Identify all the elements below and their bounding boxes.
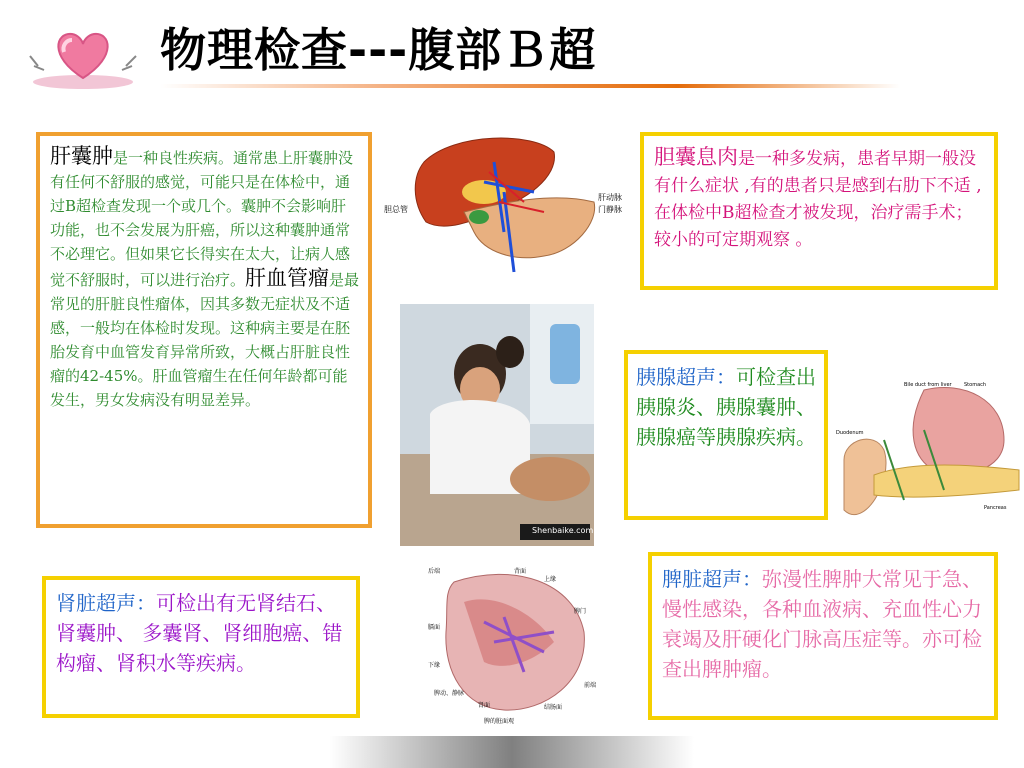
stomach-label-duodenum: Duodenum bbox=[836, 430, 864, 436]
pancreas-term: 胰腺超声： bbox=[636, 365, 736, 389]
gallbladder-term: 胆囊息肉 bbox=[654, 145, 738, 169]
spleen-label-6: 前端 bbox=[584, 682, 597, 689]
title-underline bbox=[160, 84, 900, 88]
liver-label-artery: 肝动脉 bbox=[598, 193, 622, 202]
spleen-label-7: 脾动、静脉 bbox=[434, 690, 465, 697]
pancreas-desc: 可检查出胰腺炎、胰腺囊肿、胰腺癌等胰腺疾病。 bbox=[636, 365, 816, 449]
footer-gradient-bar bbox=[330, 736, 694, 768]
liver-cyst-box bbox=[36, 132, 372, 528]
gallbladder-text bbox=[654, 144, 984, 254]
stomach-label-bile: Bile duct from liver bbox=[904, 382, 952, 388]
stomach-label-pancreas: Pancreas bbox=[984, 505, 1007, 511]
spleen-label-1: 背面 bbox=[514, 568, 527, 575]
spleen-label-8: 肾面 bbox=[478, 702, 491, 709]
spleen-anatomy-image bbox=[424, 562, 606, 728]
hemangioma-term: 肝血管瘤 bbox=[245, 266, 330, 290]
liver-label-bile-duct: 胆总管 bbox=[384, 205, 408, 214]
spleen-label-2: 上缘 bbox=[544, 576, 557, 583]
spleen-text bbox=[662, 564, 984, 684]
spleen-term: 脾脏超声： bbox=[662, 567, 762, 591]
gallbladder-polyp-box bbox=[640, 132, 998, 290]
kidney-desc: 可检出有无肾结石、肾囊肿、 多囊肾、肾细胞癌、错构瘤、肾积水等疾病。 bbox=[56, 591, 343, 675]
spleen-label-9: 结肠面 bbox=[544, 704, 563, 711]
spleen-label-4: 膈面 bbox=[428, 624, 441, 631]
stomach-pancreas-image bbox=[834, 380, 1024, 536]
stomach-label-stomach: Stomach bbox=[964, 382, 987, 388]
pancreas-text bbox=[636, 362, 816, 452]
pancreas-box bbox=[624, 350, 828, 520]
kidney-term: 肾脏超声： bbox=[56, 591, 156, 615]
liver-cyst-term: 肝囊肿 bbox=[50, 144, 113, 168]
spleen-label-5: 下缘 bbox=[428, 662, 441, 669]
liver-text bbox=[50, 144, 360, 412]
gallbladder-desc: 是一种多发病，患者早期一般没有什么症状 ,有的患者只是感到右肋下不适 ,在体检中B超检查才被发现，治疗需手术；较小的可定期观察 。 bbox=[654, 149, 982, 250]
spleen-caption: 脾的脏面观 bbox=[484, 718, 515, 725]
spleen-label-0: 后端 bbox=[428, 568, 441, 575]
spleen-desc: 弥漫性脾肿大常见于急、慢性感染，各种血液病、充血性心力衰竭及肝硬化门脉高压症等。亦可检查出脾肿瘤。 bbox=[662, 567, 982, 681]
kidney-text bbox=[56, 588, 346, 678]
liver-anatomy-image bbox=[384, 132, 628, 288]
heart-logo-icon bbox=[28, 26, 138, 92]
hemangioma-text: 是最常见的肝脏良性瘤体，因其多数无症状及不适感，一般均在体检时发现。这种病主要是在胚胎发育中血管发育异常所致，大概占肝脏良性瘤的42-45%。肝血管瘤生在任何年龄都可能发生，男女发病没有明显差异。 bbox=[50, 271, 360, 409]
page-title: 物理检查---腹部Ｂ超 bbox=[160, 23, 597, 77]
spleen-box bbox=[648, 552, 998, 720]
kidney-box bbox=[42, 576, 360, 718]
ultrasound-exam-photo bbox=[400, 304, 594, 546]
spleen-label-3: 脾门 bbox=[574, 608, 587, 615]
liver-label-portal-vein: 门静脉 bbox=[598, 205, 622, 214]
photo-watermark: Shenbaike.com bbox=[532, 526, 594, 535]
liver-cyst-text: 是一种良性疾病。通常患上肝囊肿没有任何不舒服的感觉，可能只是在体检中，通过B超检查发现一个或几个。囊肿不会影响肝功能，也不会发展为肝癌，所以这种囊肿通常不必理它。但如果它长得实在太大，让病人感觉不舒服时，可以进行治疗。 bbox=[50, 149, 354, 289]
